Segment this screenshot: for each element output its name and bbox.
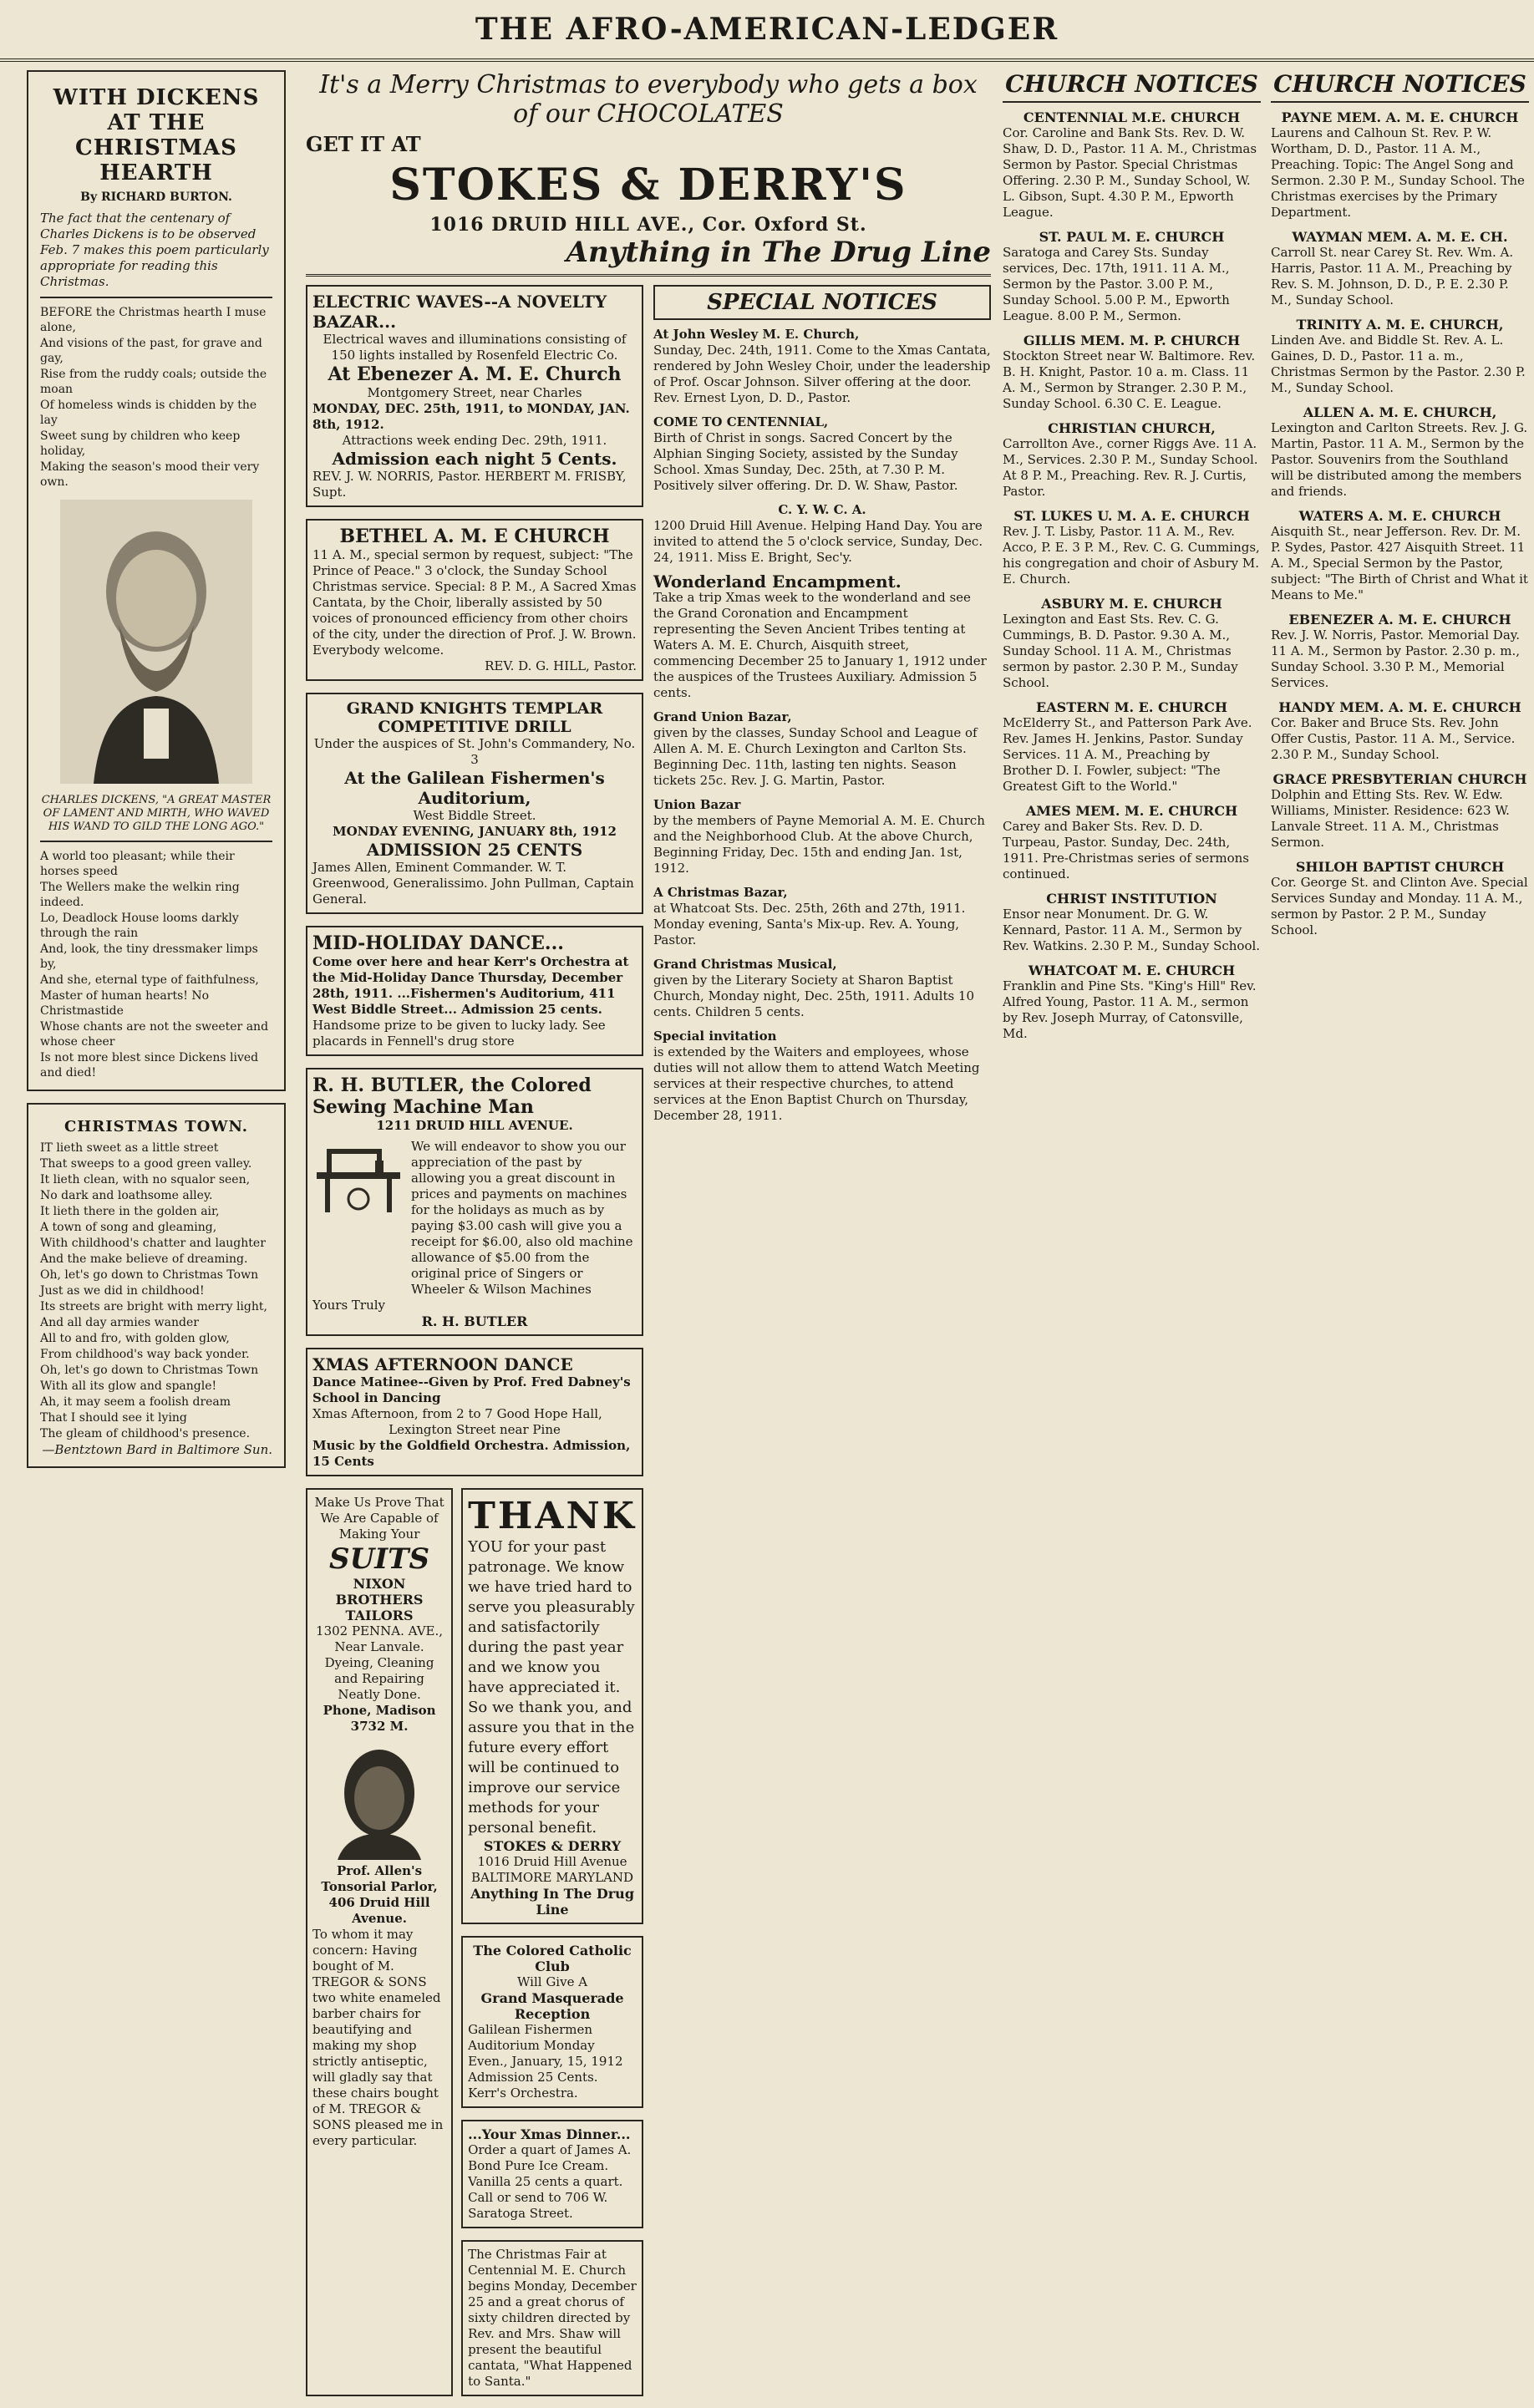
special-entry: Wonderland Encampment. Take a trip Xmas week to the wonderland and see the Grand Coronation and Encampment representing the Seven Ancient Tribes tenting at Waters A. M. E. Church, Aisquith street, commencing December 25 to January 1, 1912 under the auspices of the Trustees Auxiliary. Admission 5 cents. bbox=[653, 572, 987, 700]
knights-footer: James Allen, Eminent Commander. W. T. Greenwood, Generalissimo. John Pullman, Captain General. bbox=[312, 860, 634, 907]
midholiday-body: Come over here and hear Kerr's Orchestra at the Mid-Holiday Dance Thursday, December 28th, 1911. ...Fishermen's Auditorium, 411 West Biddle Street... Admission 25 cents. bbox=[312, 954, 629, 1017]
bethel-ad bbox=[306, 519, 643, 681]
xmas-dinner-ad bbox=[461, 2120, 643, 2228]
verse-line: Lo, Deadlock House looms darkly through the rain bbox=[40, 912, 239, 940]
christmas-town-poem bbox=[27, 1103, 286, 1468]
special-entry: Special invitation is extended by the Waiters and employees, whose duties will not allow them to attend Watch Meeting services at their respective churches, to attend services at the Enon Baptist Church on Thursday, December 28, 1911. bbox=[653, 1029, 980, 1123]
electric-venue: At Ebenezer A. M. E. Church bbox=[328, 363, 622, 385]
christmas-town-credit: —Bentztown Bard in Baltimore Sun. bbox=[42, 1442, 272, 1457]
nixon-name: NIXON BROTHERS bbox=[335, 1576, 424, 1608]
thank-address: 1016 Druid Hill Avenue bbox=[477, 1854, 627, 1869]
knights-sub: Under the auspices of St. John's Commandery, No. 3 bbox=[313, 736, 636, 767]
dickens-title: WITH DICKENS AT THE CHRISTMAS HEARTH bbox=[53, 85, 260, 185]
church-notices-right: CHURCH NOTICES PAYNE MEM. A. M. E. CHURCH Laurens and Calhoun St. Rev. P. W. Wortham, D. D., Pastor. 11 A. M., Preaching. Topic: The Angel Song and Sermon. 2.30 P. M., Sunday School. The Christmas exercises by the Primary Department. WAYMAN MEM. A. M. E. CH. Carroll St. near Carey St. Rev. Wm. A. Harris, Pastor. 11 A. M., Preaching by Rev. S. M. Johnson, D. D., P. E. 2.30 P. M., Sunday School. TRINITY A. M. E. CHURCH, Linden Ave. and Biddle St. Rev. A. L. Gaines, D. D., Pastor. 11 a. m., Christmas Sermon by the Pastor. 2.30 P. M., Sunday School. ALLEN A. M. E. CHURCH, Lexington and Carlton Streets. Rev. J. G. Martin, Pastor. 11 A. M., Sermon by the Pastor. Souvenirs from the Southland will be distributed among the members and friends. WATERS A. M. E. CHURCH Aisquith St., near Jefferson. Rev. Dr. M. P. Sydes, Pastor. 427 Aisquith Street. 11 A. M., Special Sermon by the Pastor, subject: "The Birth of Christ and What it Means to Me." EBENEZER A. M. E. CHURCH Rev. J. W. Norris, Pastor. Memorial Day. 11 A. M., Sermon by Pastor. 2.30 p. m., Sunday School. 3.30 P. M., Memorial Services. HANDY MEM. A. M. E. CHURCH Cor. Baker and Bruce Sts. Rev. John Offer Custis, Pastor. 11 A. M., Service. 2.30 P. M., Sunday School. GRACE PRESBYTERIAN CHURCH Dolphin and Etting Sts. Rev. W. Edw. Williams, Minister. Residence: 623 W. Lanvale Street. 11 A. M., Christmas Sermon. SHILOH BAPTIST CHURCH Cor. George St. and Clinton Ave. Special Services Sunday and Monday. 11 A. M., sermon by Pastor. 2 P. M., Sunday School. bbox=[1271, 70, 1528, 937]
butler-name: R. H. BUTLER bbox=[421, 1313, 528, 1329]
midholiday-ad bbox=[306, 926, 643, 1056]
dickens-portrait-illustration bbox=[60, 500, 252, 784]
thank-column bbox=[461, 1488, 643, 2408]
catholic-club-ad bbox=[461, 1936, 643, 2108]
nixon-services: Dyeing, Cleaning and Repairing Neatly Done. bbox=[324, 1655, 434, 1702]
nixon-ad bbox=[306, 1488, 453, 2396]
verse-line: Whose chants are not the sweeter and whose cheer bbox=[40, 1020, 269, 1049]
midholiday-title: MID-HOLIDAY DANCE... bbox=[312, 932, 564, 954]
special-entry: COME TO CENTENNIAL, Birth of Christ in songs. Sacred Concert by the Alphian Singing Society, assisted by the Sunday School. Xmas Sunday, Dec. 25th, at 7.30 P. M. Positively silver offering. Dr. D. W. Shaw, Pastor. bbox=[653, 414, 958, 493]
xmas-dance-street: Lexington Street near Pine bbox=[389, 1422, 561, 1437]
verse-line: Of homeless winds is chidden by the lay bbox=[40, 399, 257, 427]
catholic-title: The Colored Catholic Club bbox=[473, 1943, 632, 1974]
electric-footer: REV. J. W. NORRIS, Pastor. HERBERT M. FRISBY, Supt. bbox=[312, 469, 627, 500]
bethel-body: 11 A. M., special sermon by request, subject: "The Prince of Peace." 3 o'clock, the Sunday School Christmas service. Special: 8 P. M., A Sacred Xmas Cantata, by the Choir, liberally assisted by 50 voices of pronounced efficiency from other choirs of the city, under the direction of Prof. J. W. Brown. Everybody welcome. bbox=[312, 547, 637, 658]
christmas-town-title: CHRISTMAS TOWN. bbox=[63, 1118, 249, 1135]
knights-venue: At the Galilean Fishermen's Auditorium, bbox=[344, 768, 605, 808]
butler-sign: Yours Truly bbox=[312, 1298, 386, 1313]
stokes-name: STOKES & DERRY'S bbox=[389, 160, 907, 211]
allen-portrait-illustration bbox=[312, 1735, 446, 1860]
electric-sub: Electrical waves and illuminations consisting of 150 lights installed by Rosenfeld Electric Co. bbox=[323, 332, 627, 363]
special-notices-list bbox=[653, 327, 991, 1124]
verse-line: Rise from the ruddy coals; outside the moan bbox=[40, 368, 267, 396]
electric-attractions: Attractions week ending Dec. 29th, 1911. bbox=[342, 433, 607, 448]
nixon-phone: Phone, Madison 3732 M. bbox=[323, 1703, 436, 1734]
electric-dates: MONDAY, DEC. 25th, 1911, to MONDAY, JAN. 8th, 1912. bbox=[312, 401, 630, 432]
xmas-dance-sub: Dance Matinee--Given by Prof. Fred Dabney's School in Dancing bbox=[312, 1374, 631, 1405]
church-notices-right-header: CHURCH NOTICES bbox=[1271, 70, 1529, 103]
thank-title: THANK bbox=[468, 1495, 637, 1537]
dickens-verses bbox=[40, 305, 272, 490]
lower-ad-pair bbox=[306, 1488, 643, 2408]
xmas-dance-hall: Xmas Afternoon, from 2 to 7 Good Hope Hall, bbox=[312, 1406, 602, 1421]
xmas-dance-music: Music by the Goldfield Orchestra. Admission, 15 Cents bbox=[312, 1438, 631, 1469]
special-entry: Grand Christmas Musical, given by the Literary Society at Sharon Baptist Church, Monday night, Dec. 25th, 1911. Adults 10 cents. Children 5 cents. bbox=[653, 957, 975, 1019]
butler-body: We will endeavor to show you our appreciation of the past by allowing you a great discount in prices and payments on machines for the holidays as much as by paying $3.00 cash will give you a receipt for $6.00, also old machine allowance of $5.00 from the original price of Singers or Wheeler & Wilson Machines bbox=[411, 1139, 633, 1297]
butler-ad bbox=[306, 1068, 643, 1336]
special-entry: Union Bazar by the members of Payne Memorial A. M. E. Church and the Neighborhood Club. At the above Church, Beginning Friday, Dec. 15th and ending Jan. 1st, 1912. bbox=[653, 797, 985, 876]
thank-body: YOU for your past patronage. We know we have tried hard to serve you pleasurably and satisfactorily during the past year and we know you have appreciated it. So we thank you, and assure you that in the future every effort will be continued to improve our service methods for your personal benefit. bbox=[468, 1538, 635, 1836]
column-advertisements bbox=[297, 70, 999, 2389]
special-entry: C. Y. W. C. A. 1200 Druid Hill Avenue. Helping Hand Day. You are invited to attend the 5 o'clock service, Sunday, Dec. 24, 1911. Miss E. Bright, Sec'y. bbox=[653, 502, 983, 565]
sewing-machine-icon bbox=[312, 1139, 404, 1214]
stokes-slogan: Anything in The Drug Line bbox=[566, 236, 991, 269]
xmas-dance-title: XMAS AFTERNOON DANCE bbox=[312, 1354, 573, 1374]
christmas-town-verses: IT lieth sweet as a little street That sweeps to a good green valley. It lieth clean, with no squalor seen, No dark and loathsome alley. It lieth there in the golden air, A town of song and gleaming, With childhood's chatter and laughter And the make believe of dreaming. Oh, let's go down to Christmas Town Just as we did in childhood! Its streets are bright with merry light, And all day armies wander All to and fro, with golden glow, From childhood's way back yonder. Oh, let's go down to Christmas Town With all its glow and spangle! Ah, it may seem a foolish dream That I should see it lying The gleam of childhood's presence. bbox=[40, 1141, 267, 1440]
nixon-trade: TAILORS bbox=[345, 1608, 414, 1623]
knights-admission: ADMISSION 25 CENTS bbox=[366, 840, 583, 860]
dickens-portrait bbox=[60, 500, 252, 784]
electric-title: ELECTRIC WAVES--A NOVELTY BAZAR... bbox=[312, 292, 607, 332]
knights-ad bbox=[306, 693, 643, 914]
allen-body: To whom it may concern: Having bought of M. TREGOR & SONS two white enameled barber chairs for beautifying and making my shop strictly antiseptic, will gladly say that these chairs bought of M. TREGOR & SONS pleased me in every particular. bbox=[312, 1927, 444, 2148]
masthead-title: THE AFRO-AMERICAN-LEDGER bbox=[0, 0, 1534, 62]
xmas-dance-ad bbox=[306, 1348, 643, 1476]
knights-title: GRAND KNIGHTS TEMPLAR COMPETITIVE DRILL bbox=[346, 699, 603, 736]
butler-title: R. H. BUTLER, the Colored Sewing Machine Man bbox=[312, 1074, 592, 1118]
catholic-body: Galilean Fishermen Auditorium Monday Even., January, 15, 1912 Admission 25 Cents. Kerr's Orchestra. bbox=[468, 2022, 623, 2101]
thank-name: STOKES & DERRY bbox=[483, 1838, 622, 1854]
nixon-suits: SUITS bbox=[329, 1542, 430, 1576]
verse-line: And, look, the tiny dressmaker limps by, bbox=[40, 942, 258, 971]
stokes-tagline: It's a Merry Christmas to everybody who gets a box of our CHOCOLATES bbox=[319, 70, 978, 129]
dickens-article bbox=[27, 70, 286, 1091]
electric-street: Montgomery Street, near Charles bbox=[367, 385, 582, 400]
church-notices bbox=[1003, 70, 1529, 2319]
bethel-footer: REV. D. G. HILL, Pastor. bbox=[485, 658, 637, 673]
special-entry: Grand Union Bazar, given by the classes, Sunday School and League of Allen A. M. E. Church Lexington and Carlton Sts. Beginning Dec. 11th, lasting ten nights. Season tickets 25c. Rev. J. G. Martin, Pastor. bbox=[653, 709, 978, 788]
dinner-body: Order a quart of James A. Bond Pure Ice Cream. Vanilla 25 cents a quart. Call or send to 706 W. Saratoga Street. bbox=[468, 2142, 632, 2221]
centennial-fair-notice bbox=[461, 2240, 643, 2396]
special-notices-column bbox=[653, 285, 991, 2408]
column-dickens bbox=[18, 70, 294, 2319]
special-notices-header: SPECIAL NOTICES bbox=[653, 285, 991, 320]
verse-line: The Wellers make the welkin ring indeed. bbox=[40, 881, 240, 909]
centennial-fair-body: The Christmas Fair at Centennial M. E. Church begins Monday, December 25 and a great chorus of sixty children directed by Rev. and Mrs. Shaw will present the beautiful cantata, "What Happened to Santa." bbox=[468, 2247, 637, 2389]
catholic-sub: Will Give A bbox=[517, 1974, 588, 1989]
mid-grid bbox=[306, 285, 991, 2408]
catholic-event: Grand Masquerade Reception bbox=[480, 1990, 624, 2022]
verse-line: BEFORE the Christmas hearth I muse alone, bbox=[40, 306, 267, 334]
nixon-intro: Make Us Prove That We Are Capable of Making Your bbox=[314, 1495, 444, 1542]
verse-line: And she, eternal type of faithfulness, bbox=[40, 973, 259, 987]
thank-ad bbox=[461, 1488, 643, 1924]
bethel-title: BETHEL A. M. E CHURCH bbox=[339, 526, 610, 547]
stokes-address: 1016 DRUID HILL AVE., Cor. Oxford St. bbox=[429, 214, 867, 236]
dickens-byline: By RICHARD BURTON. bbox=[80, 191, 232, 204]
dickens-intro: The fact that the centenary of Charles Dickens is to be observed Feb. 7 makes this poem particularly appropriate for reading this Christmas. bbox=[40, 211, 269, 289]
midholiday-footer: Handsome prize to be given to lucky lady. See placards in Fennell's drug store bbox=[312, 1018, 606, 1049]
verse-line: Is not more blest since Dickens lived and died! bbox=[40, 1051, 259, 1080]
dickens-caption: CHARLES DICKENS, "A GREAT MASTER OF LAMENT AND MIRTH, WHO WAVED HIS WAND TO GILD THE LONG AGO." bbox=[41, 794, 272, 833]
electric-waves-ad bbox=[306, 285, 643, 507]
special-entry: At John Wesley M. E. Church, Sunday, Dec. 24th, 1911. Come to the Xmas Cantata, rendered by John Wesley Choir, under the leadership of Prof. Oscar Johnson. Silver offering at the door. Rev. Ernest Lyon, D. D., Pastor. bbox=[653, 327, 991, 405]
dinner-title: ...Your Xmas Dinner... bbox=[468, 2126, 631, 2142]
left-ads bbox=[306, 285, 643, 2408]
verse-line: And visions of the past, for grave and gay, bbox=[40, 337, 262, 365]
verse-line: Sweet sung by children who keep holiday, bbox=[40, 429, 241, 458]
thank-slogan: Anything In The Drug Line bbox=[470, 1886, 634, 1918]
electric-admission: Admission each night 5 Cents. bbox=[332, 449, 617, 469]
church-notices-left: CHURCH NOTICES CENTENNIAL M.E. CHURCH Cor. Caroline and Bank Sts. Rev. D. W. Shaw, D. D., Pastor. 11 A. M., Christmas Sermon by Pastor. Special Christmas Offering. 2.30 P. M., Sunday School, W. L. Gibson, Supt. 4.30 P. M., Epworth League. ST. PAUL M. E. CHURCH Saratoga and Carey Sts. Sunday services, Dec. 17th, 1911. 11 A. M., Sermon by the Pastor. 3.00 P. M., Sunday School. 5.00 P. M., Epworth League. 8.00 P. M., Sermon. GILLIS MEM. M. P. CHURCH Stockton Street near W. Baltimore. Rev. B. H. Knight, Pastor. 10 a. m. Class. 11 A. M., Sermon by Stranger. 2.30 P. M., Sunday School. 6.30 C. E. League. CHRISTIAN CHURCH, Carrollton Ave., corner Riggs Ave. 11 A. M., Services. 2.30 P. M., Sunday School. At 8 P. M., Preaching. Rev. R. J. Curtis, Pastor. ST. LUKES U. M. A. E. CHURCH Rev. J. T. Lisby, Pastor. 11 A. M., Rev. Acco, P. E. 3 P. M., Rev. C. G. Cummings, his congregation and choir of Asbury M. E. Church. ASBURY M. E. CHURCH Lexington and East Sts. Rev. C. G. Cummings, B. D. Pastor. 9.30 A. M., Sunday School. 11 A. M., Christmas sermon by pastor. 2.30 P. M., Sunday School. EASTERN M. E. CHURCH McElderry St., and Patterson Park Ave. Rev. James H. Jenkins, Pastor. Sunday Services. 11 A. M., Preaching by Brother D. I. Fowler, subject: "The Greatest Gift to the World." AMES MEM. M. E. CHURCH Carey and Baker Sts. Rev. D. D. Turpeau, Pastor. Sunday, Dec. 24th, 1911. Pre-Christmas series of sermons continued. CHRIST INSTITUTION Ensor near Monument. Dr. G. W. Kennard, Pastor. 11 A. M., Sermon by Rev. Watkins. 2.30 P. M., Sunday School. WHATCOAT M. E. CHURCH Franklin and Pine Sts. "King's Hill" Rev. Alfred Young, Pastor. 11 A. M., sermon by Rev. Joseph Murray, of Catonsville, Md. bbox=[1003, 70, 1261, 1041]
knights-street: West Biddle Street. bbox=[413, 808, 536, 823]
stokes-chocolates-ad bbox=[306, 70, 991, 277]
special-entry: A Christmas Bazar, at Whatcoat Sts. Dec. 25th, 26th and 27th, 1911. Monday evening, Santa's Mix-up. Rev. A. Young, Pastor. bbox=[653, 885, 966, 947]
allen-title: Prof. Allen's Tonsorial Parlor, 406 Druid Hill Avenue. bbox=[321, 1863, 438, 1926]
butler-address: 1211 DRUID HILL AVENUE. bbox=[376, 1118, 573, 1133]
knights-date: MONDAY EVENING, JANUARY 8th, 1912 bbox=[333, 824, 617, 839]
stokes-get-it: GET IT AT bbox=[306, 132, 421, 156]
verse-line: A world too pleasant; while their horses speed bbox=[40, 850, 235, 878]
thank-city: BALTIMORE MARYLAND bbox=[471, 1870, 634, 1885]
dickens-verses-2 bbox=[40, 849, 272, 1080]
nixon-address: 1302 PENNA. AVE., Near Lanvale. bbox=[316, 1623, 444, 1654]
verse-line: Making the season's mood their very own. bbox=[40, 460, 260, 489]
church-notices-left-header: CHURCH NOTICES bbox=[1003, 70, 1261, 103]
verse-line: Master of human hearts! No Christmastide bbox=[40, 989, 210, 1018]
